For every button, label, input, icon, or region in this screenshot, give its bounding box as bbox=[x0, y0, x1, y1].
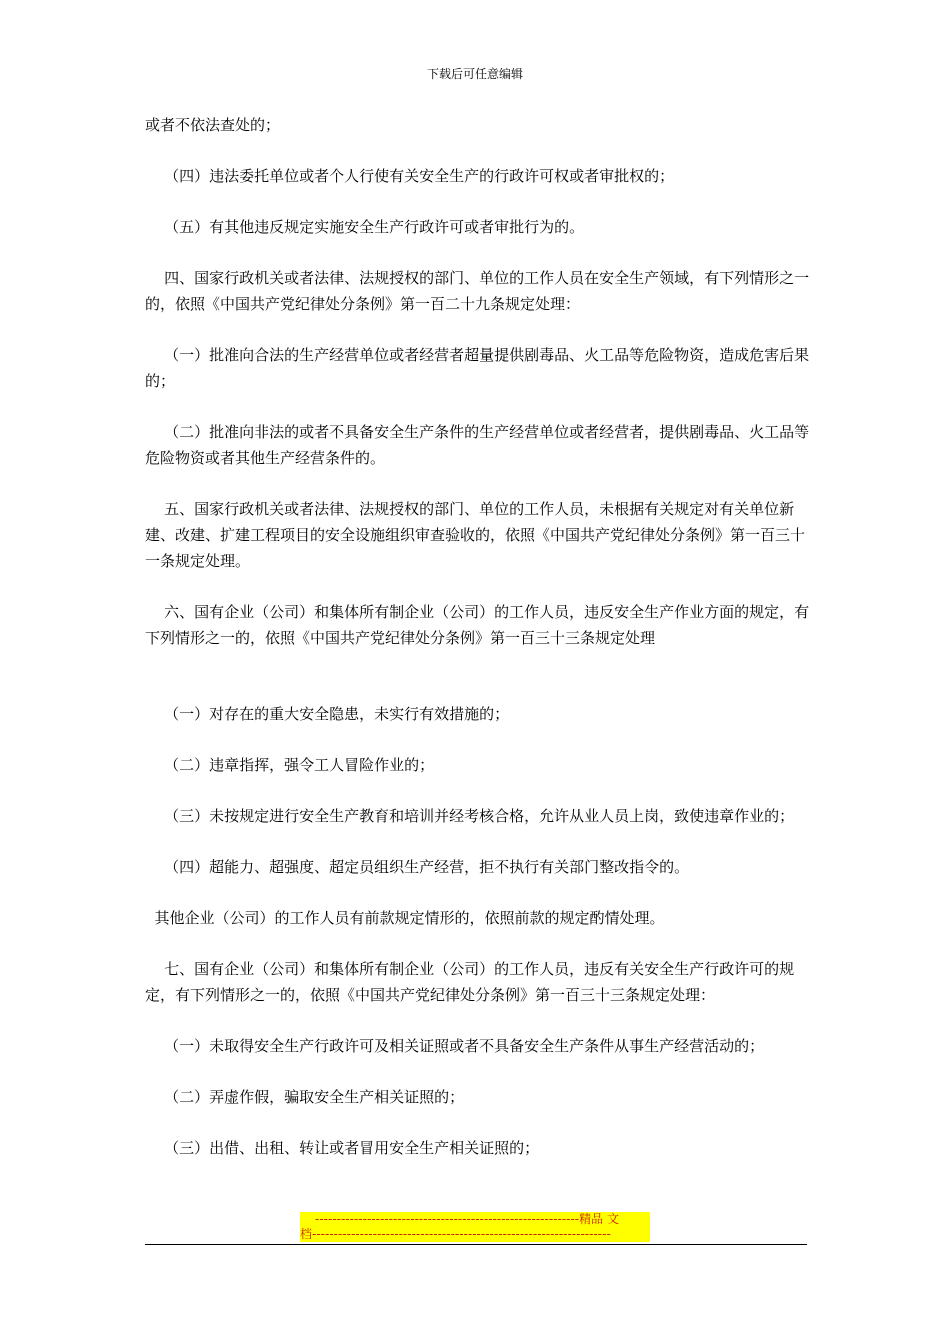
paragraph: （一）未取得安全生产行政许可及相关证照或者不具备安全生产条件从事生产经营活动的； bbox=[145, 1037, 765, 1055]
paragraph: （三）出借、出租、转让或者冒用安全生产相关证照的； bbox=[145, 1139, 540, 1157]
paragraph: 或者不依法查处的； bbox=[145, 116, 281, 134]
paragraph: （四）违法委托单位或者个人行使有关安全生产的行政许可权或者审批权的； bbox=[145, 167, 675, 185]
paragraph: （一）批准向合法的生产经营单位或者经营者超量提供剧毒品、火工品等危险物资，造成危害后果的； bbox=[145, 346, 810, 390]
paragraph: 五、国家行政机关或者法律、法规授权的部门、单位的工作人员，未根据有关规定对有关单位新建、改建、扩建工程项目的安全设施组织审查验收的，依照《中国共产党纪律处分条例》第一百三十一条规定处理。 bbox=[145, 500, 806, 570]
paragraph: （一）对存在的重大安全隐患，未实行有效措施的； bbox=[145, 705, 510, 723]
paragraph: 其他企业（公司）的工作人员有前款规定情形的，依照前款的规定酌情处理。 bbox=[145, 909, 665, 927]
document-body bbox=[145, 112, 810, 1186]
footer-line-1: -------------------------------------------------------------精品 文 bbox=[315, 1212, 619, 1226]
page-header: 下载后可任意编辑 bbox=[426, 67, 523, 81]
footer-line-2: 档--------------------------------------------------------------------- bbox=[300, 1227, 611, 1241]
paragraph: （五）有其他违反规定实施安全生产行政许可或者审批行为的。 bbox=[145, 218, 585, 236]
paragraph: （三）未按规定进行安全生产教育和培训并经考核合格，允许从业人员上岗，致使违章作业的； bbox=[145, 807, 795, 825]
footer-rule bbox=[145, 1244, 807, 1245]
paragraph: 七、国有企业（公司）和集体所有制企业（公司）的工作人员，违反有关安全生产行政许可的规定，有下列情形之一的，依照《中国共产党纪律处分条例》第一百三十三条规定处理： bbox=[145, 960, 795, 1004]
paragraph: （二）违章指挥，强令工人冒险作业的； bbox=[145, 756, 435, 774]
paragraph: （二）弄虚作假，骗取安全生产相关证照的； bbox=[145, 1088, 465, 1106]
paragraph: （四）超能力、超强度、超定员组织生产经营，拒不执行有关部门整改指令的。 bbox=[145, 858, 690, 876]
paragraph: 六、国有企业（公司）和集体所有制企业（公司）的工作人员，违反安全生产作业方面的规定，有下列情形之一的，依照《中国共产党纪律处分条例》第一百三十三条规定处理 bbox=[145, 603, 810, 647]
paragraph: （二）批准向非法的或者不具备安全生产条件的生产经营单位或者经营者，提供剧毒品、火工品等危险物资或者其他生产经营条件的。 bbox=[145, 423, 810, 467]
paragraph: 四、国家行政机关或者法律、法规授权的部门、单位的工作人员在安全生产领域，有下列情形之一的，依照《中国共产党纪律处分条例》第一百二十九条规定处理： bbox=[145, 269, 810, 313]
footer-watermark bbox=[300, 1212, 650, 1242]
